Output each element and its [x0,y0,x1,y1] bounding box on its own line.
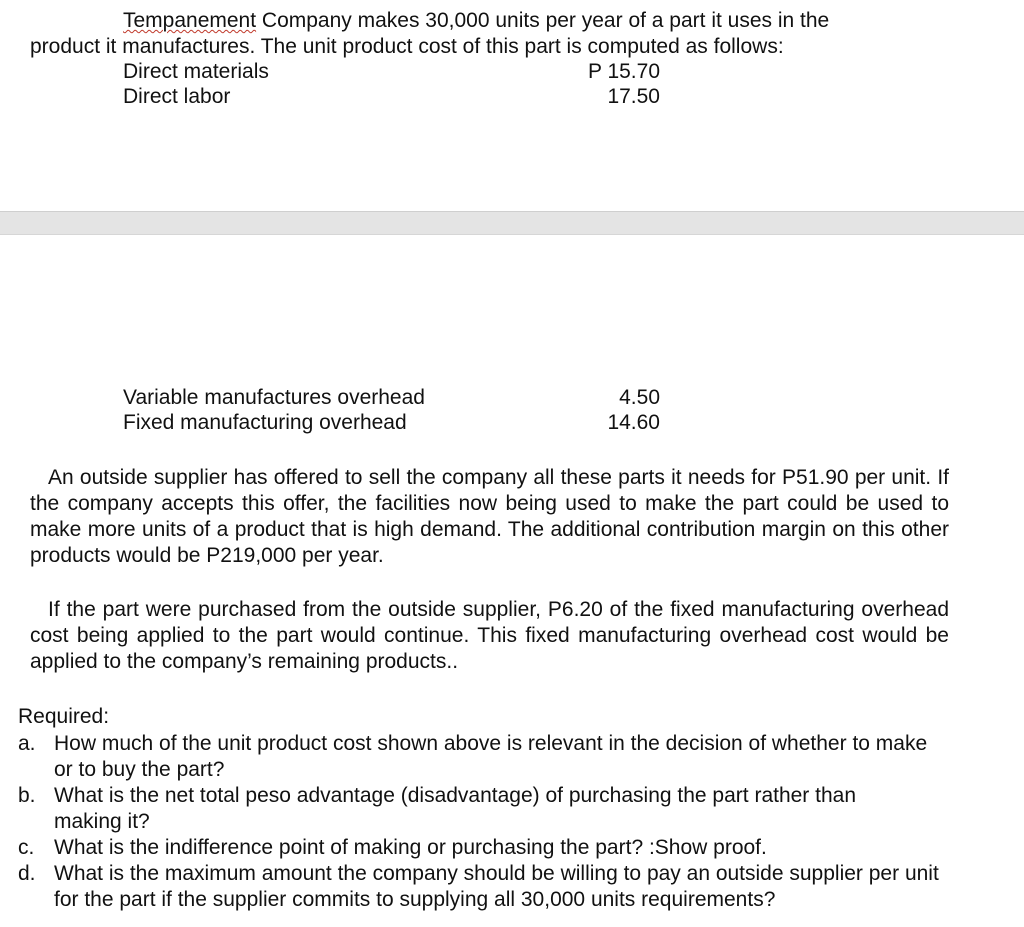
required-item-a [18,731,938,783]
cost-label-fixed-overhead: Fixed manufacturing overhead [123,411,407,434]
cost-label-direct-materials: Direct materials [123,60,269,83]
paragraph-supplier-offer [30,465,949,569]
cost-value-direct-labor: 17.50 [607,85,660,108]
intro-line-1 [123,8,829,34]
paragraph-fixed-overhead-text: If the part were purchased from the outside supplier, P6.20 of the fixed manufacturing overhead cost being applied to the part would continue. This fixed manufacturing overhead cost would be applied to the company’s remaining products.. [30,598,949,673]
required-heading: Required: [18,705,110,728]
cost-value-direct-materials: P 15.70 [587,60,660,83]
cost-value-fixed-overhead: 14.60 [607,411,660,434]
required-item-d-letter: d. [18,862,36,885]
required-item-a-letter: a. [18,732,36,755]
cost-label-direct-labor: Direct labor [123,85,231,108]
required-item-b-text: What is the net total peso advantage (disadvantage) of purchasing the part rather than making it? [54,784,857,833]
paragraph-supplier-offer-text: An outside supplier has offered to sell the company all these parts it needs for P51.90 per unit. If the company accepts this offer, the facilities now being used to make the part could be used to make more units of a product that is high demand. The additional contribution margin on this other products would be P219,000 per year. [30,466,949,567]
required-item-c-letter: c. [18,836,35,859]
required-item-d [18,861,958,913]
page-break-divider [0,211,1024,235]
company-name: Tempanement [123,9,257,32]
intro-line-2: product it manufactures. The unit product cost of this part is computed as follows: [30,35,784,58]
intro-line-1-text: Company makes 30,000 units per year of a part it uses in the [256,9,830,32]
required-item-a-text: How much of the unit product cost shown above is relevant in the decision of whether to make or to buy the part? [54,732,928,781]
cost-value-variable-overhead: 4.50 [619,386,660,409]
required-item-d-text: What is the maximum amount the company should be willing to pay an outside supplier per unit for the part if the supplier commits to supplying all 30,000 units requirements? [54,862,939,911]
required-item-b [18,783,898,835]
paragraph-fixed-overhead [30,597,949,675]
required-item-c [18,835,958,861]
required-item-b-letter: b. [18,784,36,807]
required-item-c-text: What is the indifference point of making or purchasing the part? :Show proof. [54,836,767,859]
cost-label-variable-overhead: Variable manufactures overhead [123,386,425,409]
